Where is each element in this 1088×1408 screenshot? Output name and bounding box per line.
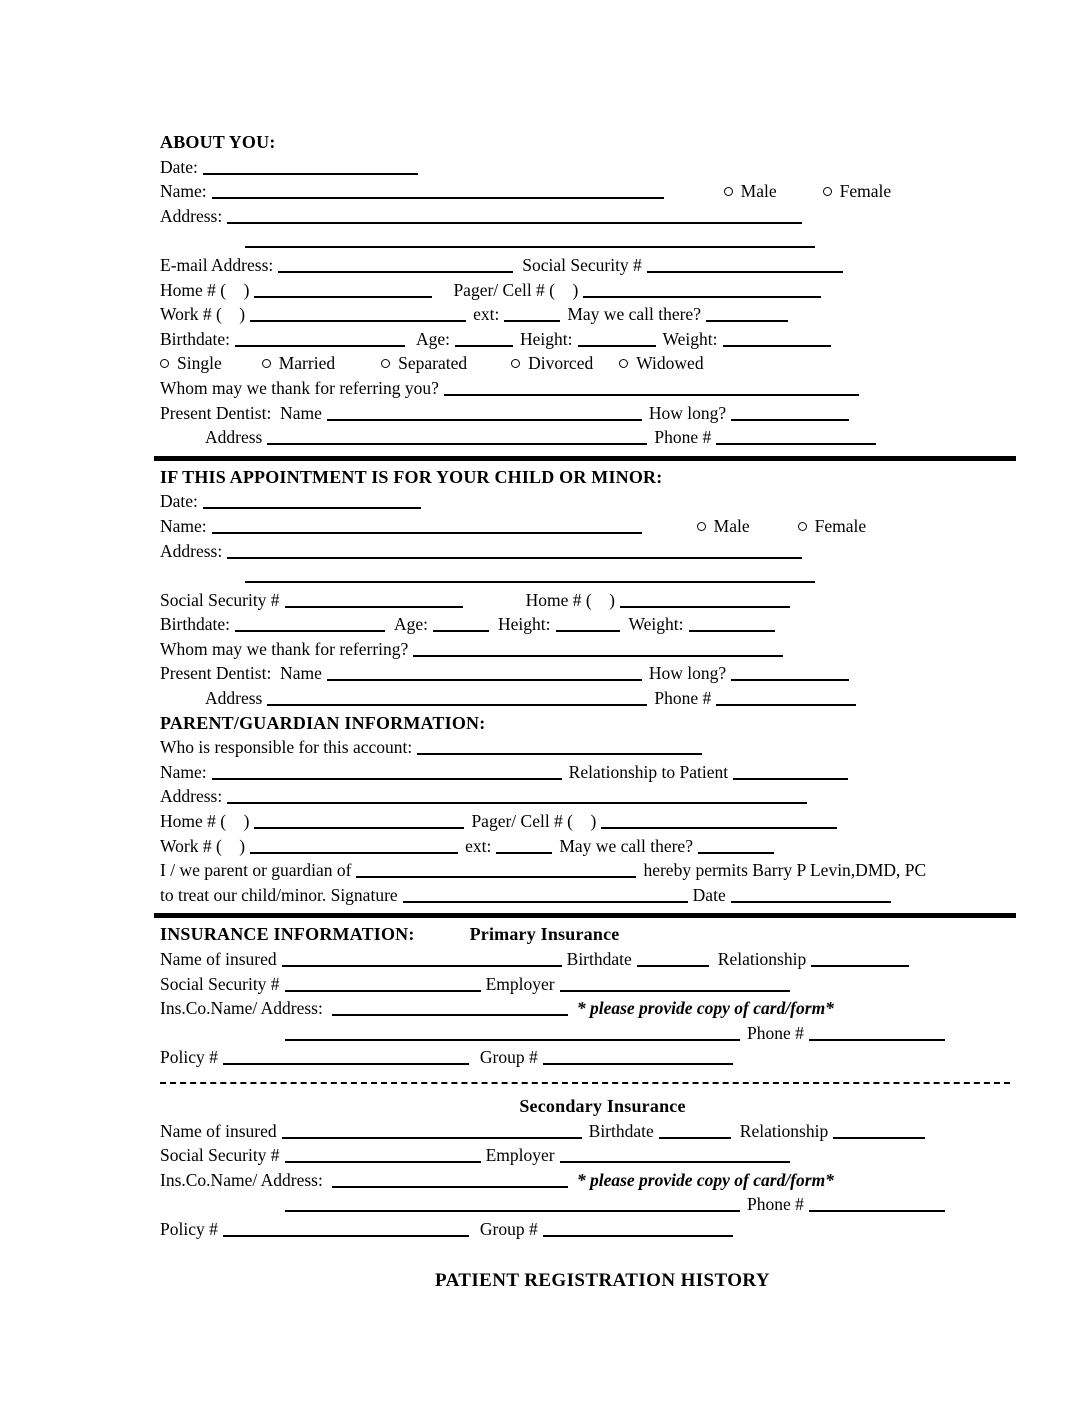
form-row <box>160 179 1050 204</box>
field-label: Age: <box>393 614 429 635</box>
blank-line[interactable] <box>731 666 849 681</box>
blank-line[interactable] <box>327 406 642 421</box>
field-label: to treat our child/minor. Signature <box>160 884 398 905</box>
blank-line[interactable] <box>444 381 859 396</box>
blank-line[interactable] <box>285 1148 481 1163</box>
field-label: I / we parent or guardian of <box>160 860 352 881</box>
blank-line[interactable] <box>285 593 463 608</box>
radio-label: Married <box>278 353 336 374</box>
field-label: Date: <box>160 491 198 512</box>
field-label: Address: <box>160 205 223 226</box>
field-label: ext: <box>473 304 500 325</box>
section-insurance-secondary <box>160 1094 1050 1242</box>
spacer <box>669 196 724 197</box>
form-row <box>160 834 1050 859</box>
radio-circle-icon[interactable] <box>262 359 271 368</box>
section-heading: ABOUT YOU: <box>160 132 276 152</box>
radio-option-married[interactable] <box>262 351 335 376</box>
field-label: Employer <box>485 973 555 994</box>
radio-label: Separated <box>398 353 468 374</box>
blank-line[interactable] <box>254 814 464 829</box>
blank-line[interactable] <box>282 952 562 967</box>
italic-note: * please provide copy of card/form* <box>576 998 834 1019</box>
field-label: Name of insured <box>160 949 277 969</box>
spacer <box>474 1062 480 1063</box>
section-parent-guardian <box>160 711 1050 919</box>
blank-line[interactable] <box>403 888 688 903</box>
radio-label: Widowed <box>636 353 704 374</box>
field-label: May we call there? <box>559 835 693 856</box>
blank-line[interactable] <box>716 430 876 445</box>
spacer <box>777 196 823 197</box>
radio-label: Single <box>177 353 222 374</box>
form-row <box>160 972 1050 997</box>
field-label: Phone # <box>747 1022 804 1043</box>
blank-line[interactable] <box>455 332 513 347</box>
section-heading: INSURANCE INFORMATION: <box>160 924 415 945</box>
field-label: Birthdate <box>588 1120 654 1141</box>
blank-line[interactable] <box>223 1050 469 1065</box>
form-row <box>160 278 1050 303</box>
form-row <box>160 784 1050 809</box>
spacer <box>625 629 629 630</box>
blank-line[interactable] <box>637 952 709 967</box>
field-label: hereby permits Barry P Levin,DMD, PC <box>643 860 927 881</box>
blank-line[interactable] <box>285 1197 740 1212</box>
blank-line[interactable] <box>285 1026 740 1041</box>
blank-line[interactable] <box>223 1222 469 1237</box>
form-row <box>160 883 1050 908</box>
form-row <box>160 155 1050 180</box>
form-row <box>160 376 1050 401</box>
blank-line[interactable] <box>698 839 774 854</box>
blank-line[interactable] <box>285 977 481 992</box>
form-row <box>160 489 1050 514</box>
blank-line[interactable] <box>560 977 790 992</box>
blank-line[interactable] <box>560 1148 790 1163</box>
divider-thick <box>154 456 1016 461</box>
field-label: Height: <box>520 328 573 349</box>
radio-circle-icon[interactable] <box>160 359 169 368</box>
blank-line[interactable] <box>413 642 783 657</box>
spacer <box>437 295 453 296</box>
section-about-you <box>160 130 1050 461</box>
blank-line[interactable] <box>254 283 432 298</box>
radio-circle-icon[interactable] <box>724 187 733 196</box>
radio-label: Female <box>814 515 867 536</box>
field-label: Whom may we thank for referring you? <box>160 377 439 398</box>
field-label: Phone # <box>654 427 712 448</box>
blank-line[interactable] <box>706 307 788 322</box>
field-label: Address: <box>160 540 223 561</box>
field-label: Whom may we thank for referring? <box>160 638 409 659</box>
divider-dashed <box>160 1082 1010 1084</box>
blank-line[interactable] <box>332 1173 568 1188</box>
blank-line[interactable] <box>659 1124 731 1139</box>
field-label: May we call there? <box>567 304 701 325</box>
blank-line[interactable] <box>731 406 849 421</box>
blank-line[interactable] <box>543 1050 733 1065</box>
spacer <box>593 368 619 369</box>
field-label: Present Dentist: Name <box>160 402 322 423</box>
blank-line[interactable] <box>203 494 421 509</box>
form-row <box>160 637 1050 662</box>
blank-line[interactable] <box>235 617 385 632</box>
field-label: Name of insured <box>160 1120 277 1141</box>
field-label: Birthdate: <box>160 328 230 349</box>
form-row <box>160 1021 1050 1046</box>
field-label: Ins.Co.Name/ Address: <box>160 1169 323 1190</box>
blank-line[interactable] <box>578 332 656 347</box>
blank-line[interactable] <box>809 1026 945 1041</box>
form-row <box>160 1217 1050 1242</box>
blank-line[interactable] <box>556 617 620 632</box>
blank-line[interactable] <box>731 888 891 903</box>
field-label: Social Security # <box>160 1145 280 1166</box>
form-content <box>160 130 1050 1293</box>
form-row <box>160 760 1050 785</box>
radio-option-separated[interactable] <box>381 351 467 376</box>
field-label: Pager/ Cell # ( ) <box>471 811 597 832</box>
blank-line[interactable] <box>212 765 562 780</box>
spacer <box>420 939 470 940</box>
field-label: Name: <box>160 181 207 202</box>
blank-line[interactable] <box>212 184 664 199</box>
field-label: Employer <box>485 1145 555 1166</box>
form-row <box>160 130 1050 155</box>
blank-line[interactable] <box>227 209 802 224</box>
field-label: Ins.Co.Name/ Address: <box>160 998 323 1019</box>
blank-line[interactable] <box>212 519 642 534</box>
field-label: Relationship to Patient <box>568 761 729 782</box>
field-label: E-mail Address: <box>160 254 274 275</box>
radio-label: Divorced <box>528 353 594 374</box>
blank-line[interactable] <box>227 544 802 559</box>
field-label: Weight: <box>628 614 684 635</box>
divider-thick <box>154 913 1016 918</box>
blank-line[interactable] <box>689 617 775 632</box>
section-heading: PARENT/GUARDIAN INFORMATION: <box>160 712 486 733</box>
field-label: Relationship <box>717 949 807 969</box>
field-label: Phone # <box>747 1194 804 1215</box>
form-row <box>160 947 1050 972</box>
field-label: How long? <box>648 402 727 423</box>
form-row <box>160 465 1050 490</box>
blank-line[interactable] <box>811 952 909 967</box>
field-label: Home # ( ) <box>160 279 250 300</box>
form-row <box>160 327 1050 352</box>
field-label: Birthdate <box>566 949 632 969</box>
radio-circle-icon[interactable] <box>619 359 628 368</box>
field-label: ext: <box>465 835 492 856</box>
form-row <box>160 539 1050 564</box>
field-label: How long? <box>648 663 727 684</box>
form-row <box>160 612 1050 637</box>
blank-line[interactable] <box>601 814 837 829</box>
radio-label: Male <box>713 515 750 536</box>
blank-line[interactable] <box>733 765 848 780</box>
blank-line[interactable] <box>496 839 552 854</box>
section-insurance-primary <box>160 922 1050 1084</box>
form-row <box>160 686 1050 711</box>
field-label: Name: <box>160 515 207 536</box>
form-row <box>160 809 1050 834</box>
blank-line[interactable] <box>227 789 807 804</box>
form-row <box>160 1094 1050 1119</box>
field-label: Name: <box>160 761 207 782</box>
form-row <box>160 228 1050 253</box>
field-label: Pager/ Cell # ( ) <box>453 279 579 300</box>
radio-option-female[interactable] <box>798 514 867 539</box>
blank-line[interactable] <box>245 568 815 583</box>
blank-line[interactable] <box>278 258 513 273</box>
section-child-or-minor <box>160 465 1050 711</box>
form-row <box>160 1045 1050 1070</box>
section-heading: PATIENT REGISTRATION HISTORY <box>434 1269 771 1291</box>
spacer <box>474 1234 480 1235</box>
field-label: Relationship <box>739 1120 829 1141</box>
spacer <box>647 531 697 532</box>
form-row <box>160 514 1050 539</box>
spacer <box>222 368 262 369</box>
italic-note: * please provide copy of card/form* <box>576 1169 834 1190</box>
field-label: Present Dentist: Name <box>160 663 322 684</box>
blank-line[interactable] <box>282 1124 582 1139</box>
blank-line[interactable] <box>433 617 489 632</box>
form-row <box>160 588 1050 613</box>
blank-line[interactable] <box>356 863 636 878</box>
radio-label: Female <box>839 181 892 202</box>
field-label: Work # ( ) <box>160 835 246 856</box>
form-row <box>160 661 1050 686</box>
spacer <box>750 531 798 532</box>
blank-line[interactable] <box>245 233 815 248</box>
blank-line[interactable] <box>267 691 647 706</box>
spacer <box>467 368 511 369</box>
field-label: Home # ( ) <box>160 811 250 832</box>
field-label: Address: <box>160 786 223 807</box>
field-label: Phone # <box>654 688 712 709</box>
field-label: Work # ( ) <box>160 304 246 325</box>
field-label: Policy # <box>160 1047 218 1068</box>
blank-line[interactable] <box>332 1001 568 1016</box>
radio-option-female[interactable] <box>823 179 892 204</box>
blank-line[interactable] <box>504 307 560 322</box>
blank-line[interactable] <box>647 258 843 273</box>
blank-line[interactable] <box>250 839 458 854</box>
form-row <box>160 1192 1050 1217</box>
blank-line[interactable] <box>809 1197 945 1212</box>
form-row <box>160 711 1050 736</box>
field-label: Height: <box>498 614 551 635</box>
field-label: Address <box>205 427 263 448</box>
blank-line[interactable] <box>723 332 831 347</box>
blank-line[interactable] <box>716 691 856 706</box>
form-row <box>160 563 1050 588</box>
blank-line[interactable] <box>583 283 821 298</box>
blank-line[interactable] <box>620 593 790 608</box>
radio-circle-icon[interactable] <box>823 187 832 196</box>
radio-label: Male <box>740 181 777 202</box>
field-label: Social Security # <box>160 589 280 610</box>
spacer <box>468 605 526 606</box>
radio-circle-icon[interactable] <box>381 359 390 368</box>
blank-line[interactable] <box>267 430 647 445</box>
form-row <box>160 1168 1050 1193</box>
form-row <box>160 1119 1050 1144</box>
form-row <box>160 922 1050 947</box>
form-row <box>160 204 1050 229</box>
blank-line[interactable] <box>203 160 418 175</box>
form-row <box>160 735 1050 760</box>
form-row <box>160 1143 1050 1168</box>
blank-line[interactable] <box>417 740 702 755</box>
form-row <box>160 401 1050 426</box>
form-row <box>160 425 1050 450</box>
field-label: Home # ( ) <box>525 589 615 610</box>
radio-circle-icon[interactable] <box>697 522 706 531</box>
blank-line[interactable] <box>235 332 405 347</box>
spacer <box>335 368 381 369</box>
form-row <box>160 996 1050 1021</box>
section-heading: IF THIS APPOINTMENT IS FOR YOUR CHILD OR MINOR: <box>160 466 663 487</box>
blank-line[interactable] <box>833 1124 925 1139</box>
form-row <box>160 253 1050 278</box>
radio-circle-icon[interactable] <box>798 522 807 531</box>
field-label: Social Security # <box>522 254 642 275</box>
field-label: Date: <box>160 156 198 177</box>
radio-option-divorced[interactable] <box>511 351 593 376</box>
section-heading: Secondary Insurance <box>519 1095 686 1116</box>
field-label: Age: <box>415 328 451 349</box>
field-label: Date <box>692 884 726 905</box>
radio-option-male[interactable] <box>697 514 750 539</box>
field-label: Policy # <box>160 1218 218 1239</box>
field-label: Address <box>205 688 263 709</box>
blank-line[interactable] <box>543 1222 733 1237</box>
form-row <box>160 1268 1050 1294</box>
blank-line[interactable] <box>327 666 642 681</box>
radio-circle-icon[interactable] <box>511 359 520 368</box>
field-label: Group # <box>479 1047 538 1068</box>
field-label: Weight: <box>662 328 718 349</box>
field-label: Who is responsible for this account: <box>160 737 413 758</box>
radio-option-male[interactable] <box>724 179 777 204</box>
form-row <box>160 302 1050 327</box>
radio-option-single[interactable] <box>160 351 222 376</box>
field-label: Group # <box>479 1218 538 1239</box>
form-row <box>160 351 1050 376</box>
field-label: Social Security # <box>160 973 280 994</box>
section-footer <box>160 1268 1050 1294</box>
field-label: Birthdate: <box>160 614 230 635</box>
radio-option-widowed[interactable] <box>619 351 703 376</box>
section-heading: Primary Insurance <box>469 924 620 945</box>
blank-line[interactable] <box>250 307 466 322</box>
form-row <box>160 858 1050 883</box>
